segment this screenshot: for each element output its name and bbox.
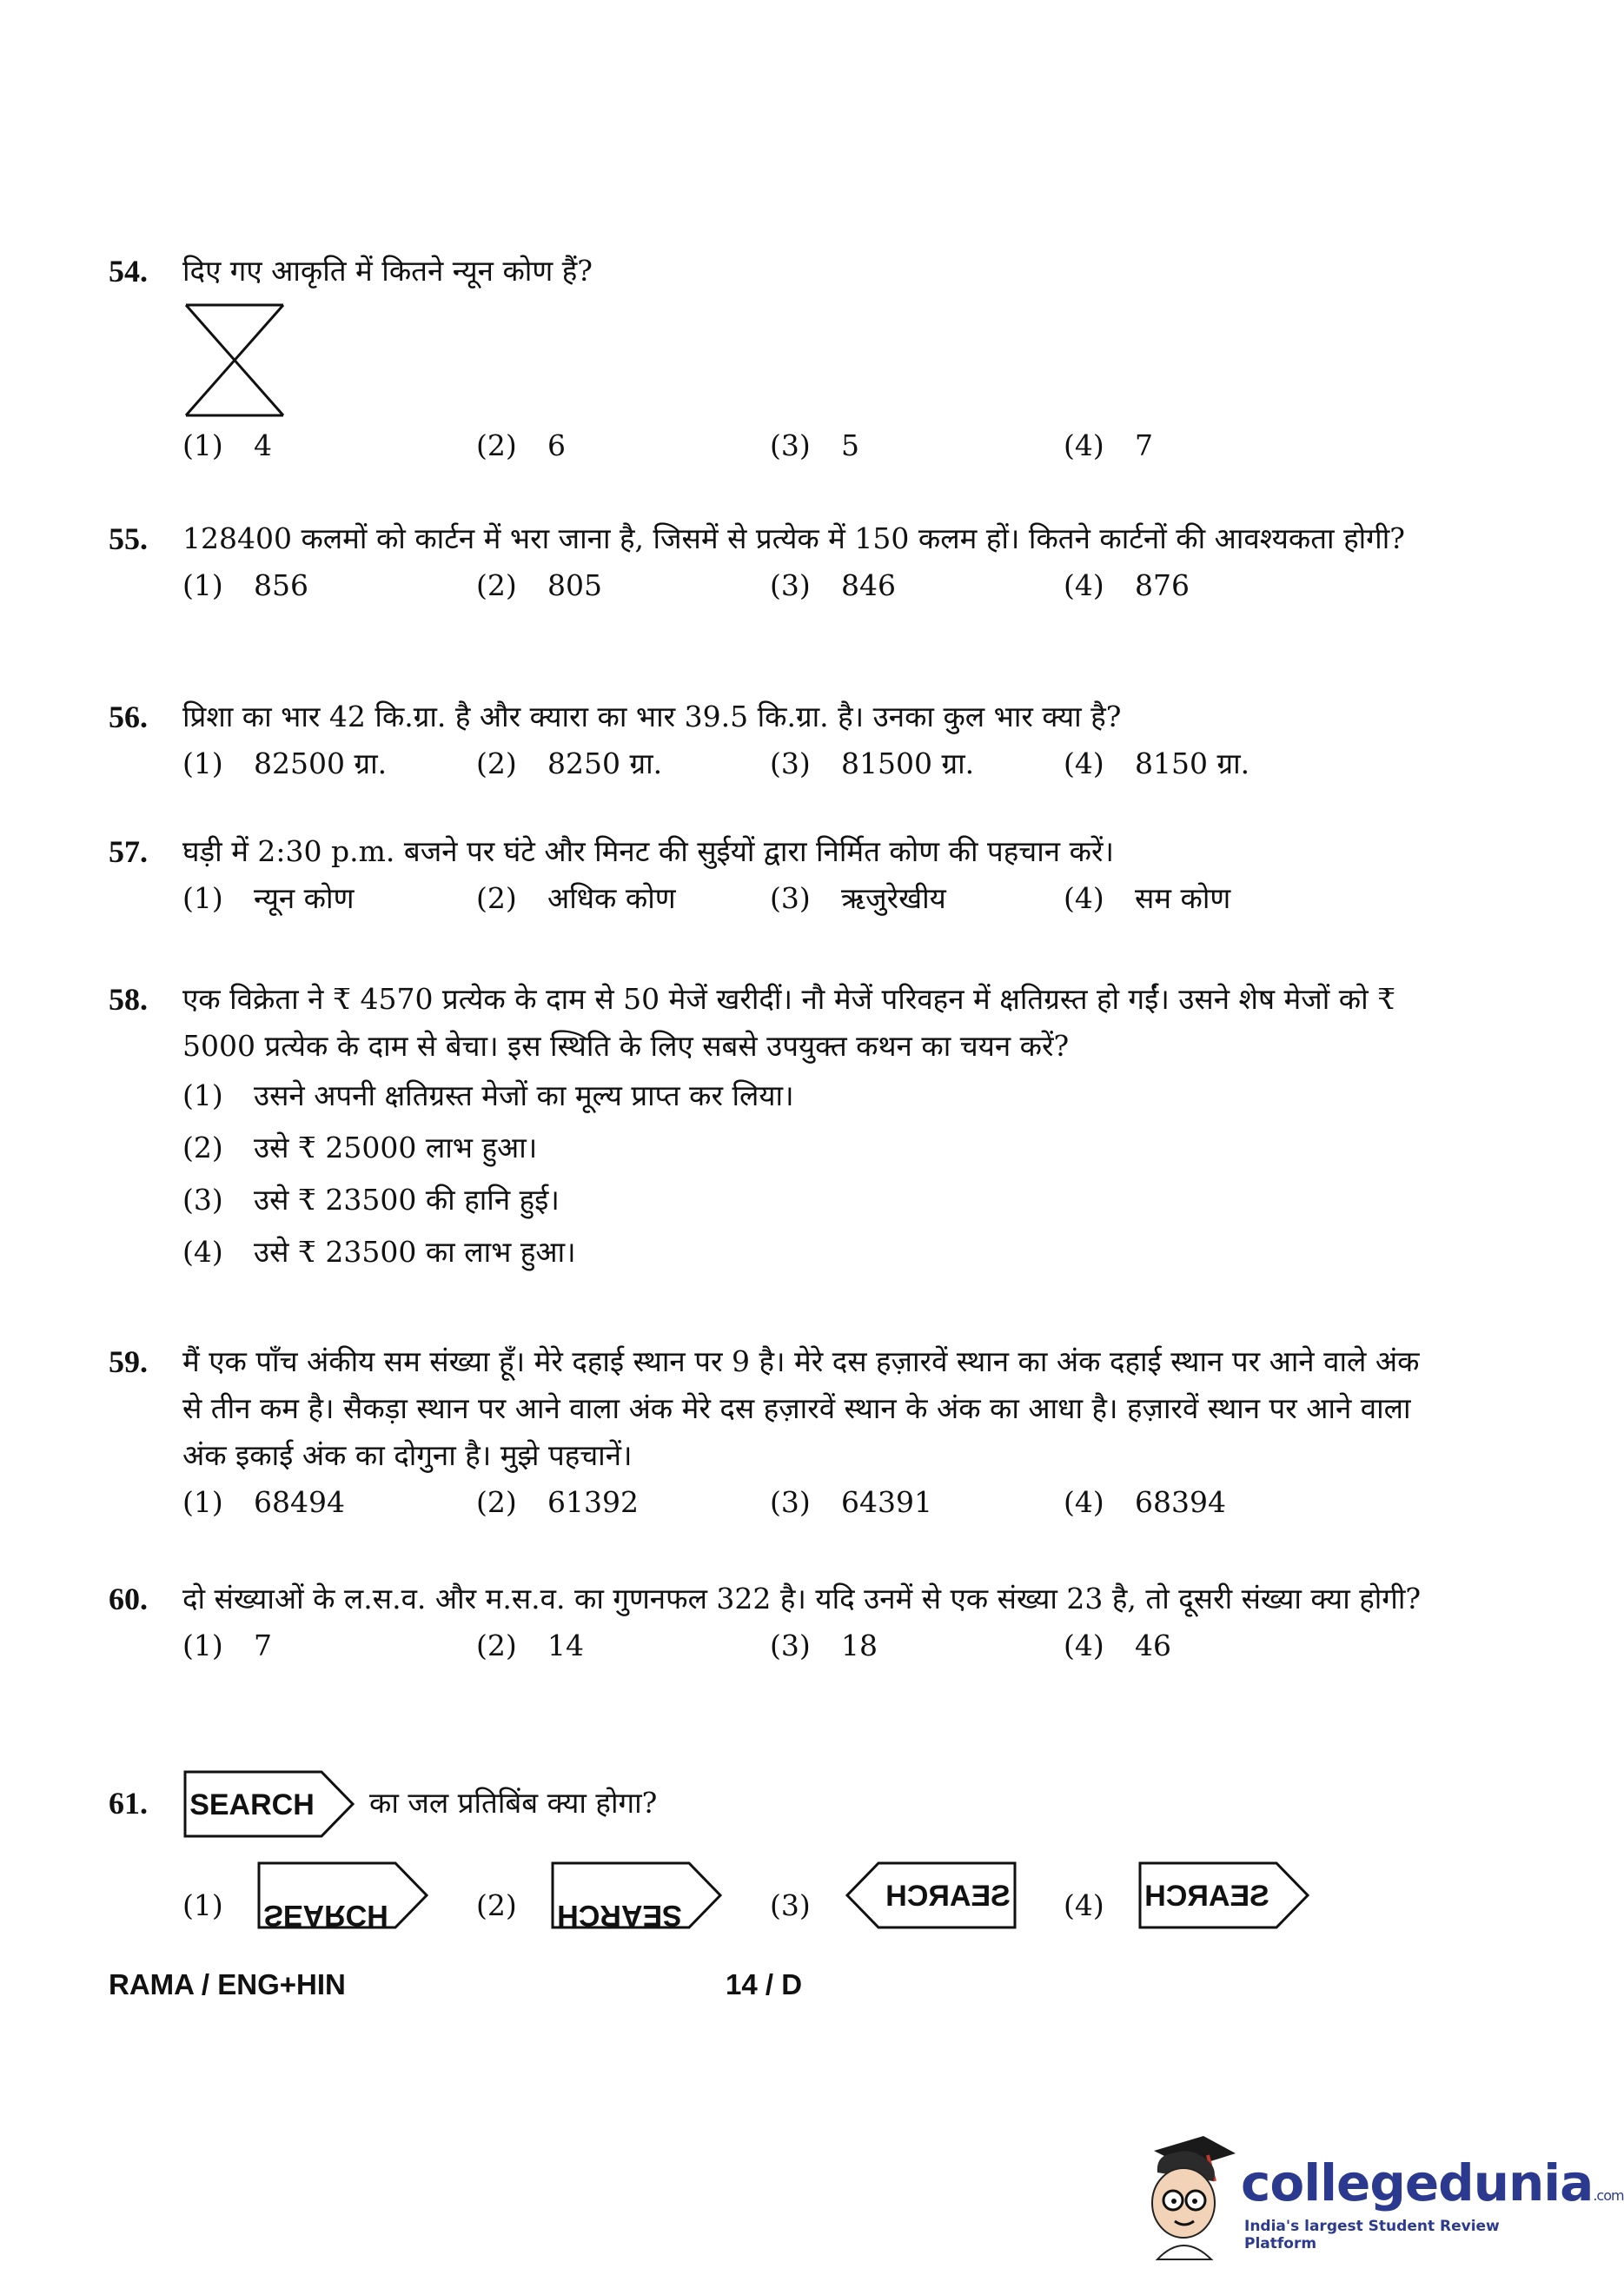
option-1[interactable]: (1) उसने अपनी क्षतिग्रस्त मेजों का मूल्य प्राप्त कर लिया। bbox=[182, 1078, 794, 1112]
option-3[interactable]: (3) ऋजुरेखीय bbox=[770, 881, 946, 915]
brand-tagline: India's largest Student Review Platform bbox=[1244, 2218, 1500, 2252]
question-text: दिए गए आकृति में कितने न्यून कोण हैं? bbox=[182, 254, 593, 288]
question-number: 59. bbox=[109, 1344, 148, 1379]
option-4[interactable]: (4) सम कोण bbox=[1064, 881, 1231, 915]
option-4-label[interactable]: (4) bbox=[1064, 1888, 1104, 1922]
option-3[interactable]: (3) 18 bbox=[770, 1629, 878, 1662]
option-2[interactable]: (2) उसे ₹ 25000 लाभ हुआ। bbox=[182, 1131, 538, 1164]
option-3-word: SEARCH bbox=[885, 1880, 1011, 1913]
question-text: का जल प्रतिबिंब क्या होगा? bbox=[369, 1786, 658, 1820]
option-1[interactable]: (1) 68494 bbox=[182, 1485, 345, 1519]
option-1-figure[interactable] bbox=[256, 1861, 430, 1930]
option-2[interactable]: (2) 14 bbox=[476, 1629, 584, 1662]
option-4[interactable]: (4) 68394 bbox=[1064, 1485, 1226, 1519]
question-text: मैं एक पाँच अंकीय सम संख्या हूँ। मेरे दहाई स्थान पर 9 है। मेरे दस हज़ारवें स्थान का अंक दहाई स्थान पर आने वाले अंक से तीन कम है। सैकड़ा स्थान पर आने वाला अंक मेरे दस हज़ारवें स्थान के अंक का आधा है। हज़ारवें स्थान पर आने वाला अंक इकाई अंक का दोगुना है। मुझे पहचानें। bbox=[182, 1344, 1420, 1472]
option-2-word: SEARCH bbox=[557, 1899, 682, 1932]
question-text: एक विक्रेता ने ₹ 4570 प्रत्येक के दाम से 50 मेजें खरीदीं। नौ मेजें परिवहन में क्षतिग्रस्त हो गईं। उसने शेष मेजों को ₹ 5000 प्रत्येक के दाम से बेचा। इस स्थिति के लिए सबसे उपयुक्त कथन का चयन करें? bbox=[182, 982, 1396, 1063]
option-1[interactable]: (1) 856 bbox=[182, 568, 308, 602]
collegedunia-logo bbox=[1138, 2120, 1624, 2268]
question-55 bbox=[109, 515, 1429, 609]
option-1-word: SEARCH bbox=[263, 1899, 388, 1932]
brand-name: collegedunia.com bbox=[1241, 2153, 1624, 2212]
question-number: 54. bbox=[109, 254, 148, 289]
search-arrow-figure bbox=[182, 1769, 356, 1839]
question-number: 61. bbox=[109, 1786, 148, 1821]
question-text: प्रिशा का भार 42 कि.ग्रा. है और क्यारा का भार 39.5 कि.ग्रा. है। उनका कुल भार क्या है? bbox=[182, 700, 1122, 733]
question-54 bbox=[109, 248, 1429, 469]
options-row bbox=[182, 1479, 1429, 1526]
option-4[interactable]: (4) 876 bbox=[1064, 568, 1190, 602]
option-3[interactable]: (3) 5 bbox=[770, 428, 859, 462]
option-2-figure[interactable] bbox=[550, 1861, 724, 1930]
option-4[interactable]: (4) 46 bbox=[1064, 1629, 1171, 1662]
hourglass-figure bbox=[182, 302, 287, 419]
question-61 bbox=[109, 1769, 1429, 1943]
question-58 bbox=[109, 976, 1429, 1278]
option-4[interactable]: (4) 8150 ग्रा. bbox=[1064, 746, 1250, 780]
options-row bbox=[182, 1622, 1429, 1669]
option-1[interactable]: (1) न्यून कोण bbox=[182, 881, 355, 915]
option-4-word: SEARCH bbox=[1144, 1880, 1269, 1913]
option-2[interactable]: (2) 805 bbox=[476, 568, 602, 602]
question-text: घड़ी में 2:30 p.m. बजने पर घंटे और मिनट की सुईयों द्वारा निर्मित कोण की पहचान करें। bbox=[182, 834, 1114, 868]
option-2-label[interactable]: (2) bbox=[476, 1888, 517, 1922]
option-3[interactable]: (3) 64391 bbox=[770, 1485, 932, 1519]
option-3[interactable]: (3) 846 bbox=[770, 568, 896, 602]
question-56 bbox=[109, 693, 1429, 787]
option-4-figure[interactable] bbox=[1137, 1861, 1311, 1930]
question-57 bbox=[109, 828, 1429, 922]
question-59 bbox=[109, 1338, 1429, 1526]
question-number: 57. bbox=[109, 834, 148, 869]
option-4[interactable]: (4) उसे ₹ 23500 का लाभ हुआ। bbox=[182, 1235, 576, 1269]
option-2[interactable]: (2) 6 bbox=[476, 428, 566, 462]
option-3[interactable]: (3) 81500 ग्रा. bbox=[770, 746, 975, 780]
options-row bbox=[182, 562, 1429, 609]
option-1[interactable]: (1) 82500 ग्रा. bbox=[182, 746, 388, 780]
option-3[interactable]: (3) उसे ₹ 23500 की हानि हुई। bbox=[182, 1183, 560, 1217]
student-mascot-icon bbox=[1138, 2120, 1243, 2264]
question-number: 55. bbox=[109, 521, 148, 556]
question-number: 56. bbox=[109, 700, 148, 734]
question-number: 58. bbox=[109, 982, 148, 1017]
options-row bbox=[182, 740, 1429, 787]
question-60 bbox=[109, 1576, 1429, 1669]
option-1-label[interactable]: (1) bbox=[182, 1888, 223, 1922]
option-4[interactable]: (4) 7 bbox=[1064, 428, 1153, 462]
option-1[interactable]: (1) 4 bbox=[182, 428, 272, 462]
options-row bbox=[182, 875, 1429, 922]
search-word: SEARCH bbox=[189, 1788, 315, 1821]
option-2[interactable]: (2) 8250 ग्रा. bbox=[476, 746, 663, 780]
option-3-figure[interactable] bbox=[844, 1861, 1017, 1930]
option-3-label[interactable]: (3) bbox=[770, 1888, 811, 1922]
question-text: दो संख्याओं के ल.स.व. और म.स.व. का गुणनफल 322 है। यदि उनमें से एक संख्या 23 है, तो दूसरी संख्या क्या होगी? bbox=[182, 1582, 1422, 1615]
question-text: 128400 कलमों को कार्टन में भरा जाना है, जिसमें से प्रत्येक में 150 कलम हों। कितने कार्टनों की आवश्यकता होगी? bbox=[182, 521, 1405, 555]
question-number: 60. bbox=[109, 1582, 148, 1616]
brand-suffix: .com bbox=[1593, 2187, 1624, 2204]
option-2[interactable]: (2) 61392 bbox=[476, 1485, 639, 1519]
option-1[interactable]: (1) 7 bbox=[182, 1629, 272, 1662]
page-number: 14 / D bbox=[726, 1968, 803, 2000]
options-row bbox=[182, 422, 1429, 469]
option-2[interactable]: (2) अधिक कोण bbox=[476, 881, 676, 915]
footer-code: RAMA / ENG+HIN bbox=[109, 1968, 346, 2000]
